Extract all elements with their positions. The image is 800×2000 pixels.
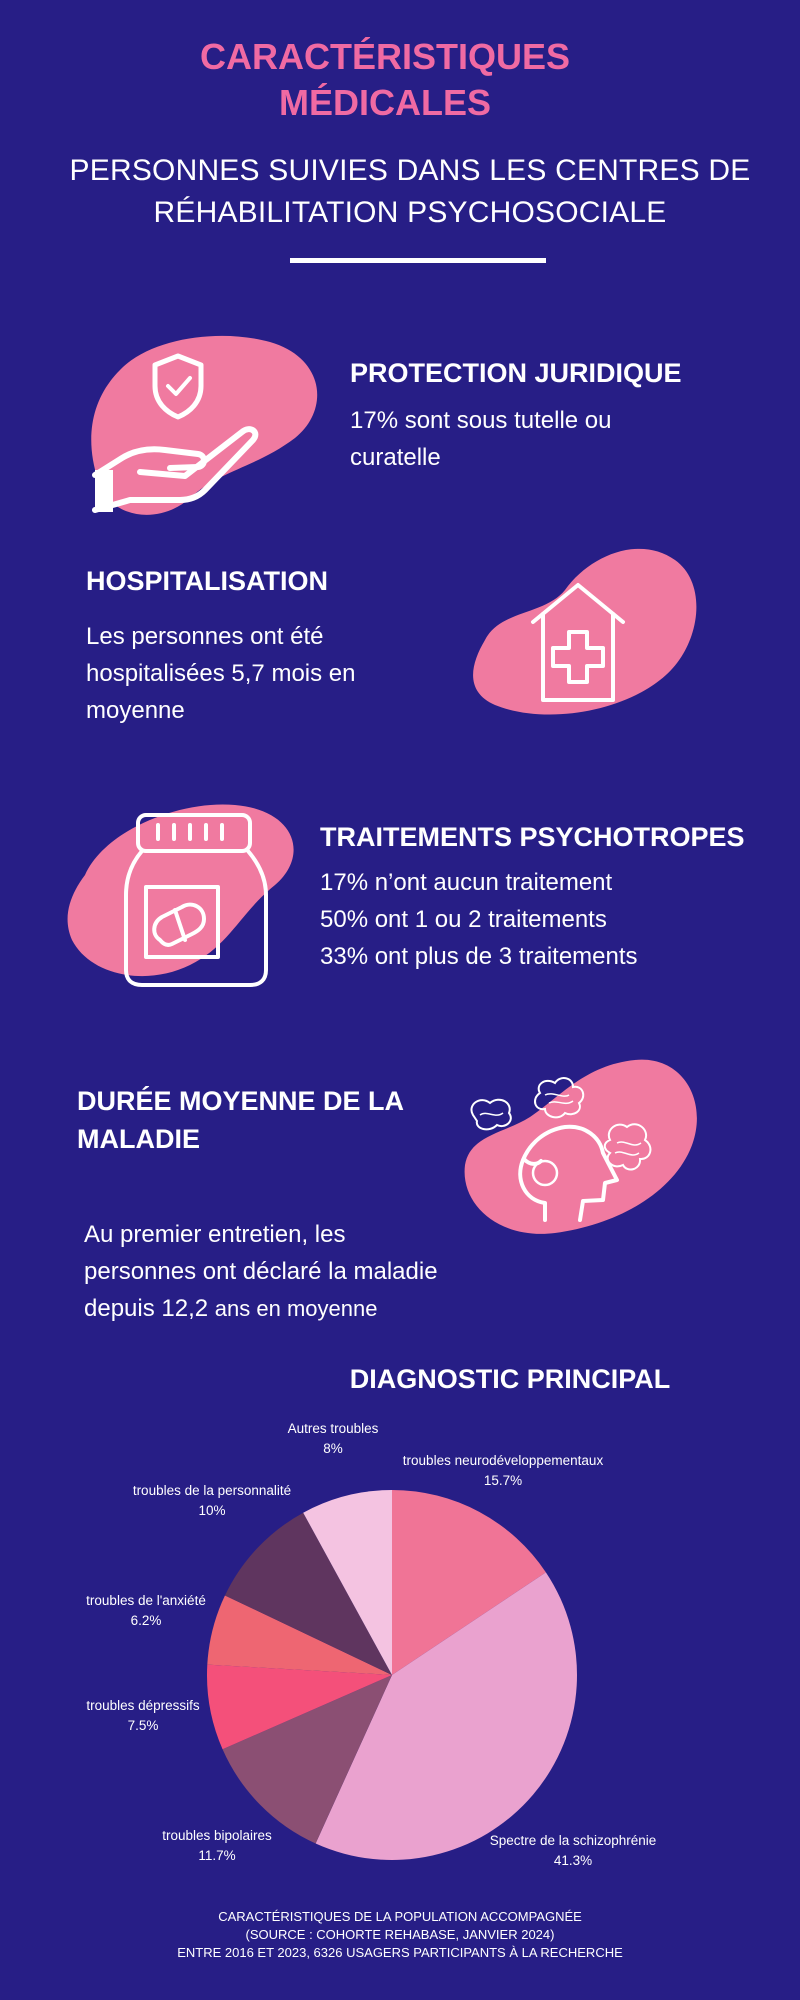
duree-text-value: depuis 12,2 [84,1295,209,1322]
hospitalisation-illustration [455,540,705,720]
page-title-line2: MÉDICALES [278,82,491,123]
duree-text [84,1216,438,1327]
pie-value-label-3: 7.5% [127,1718,159,1733]
traitements-text-line1: 17% n’ont aucun traitement [320,869,613,896]
hospitalisation-text-line2: hospitalisées 5,7 mois en [86,660,356,687]
pie-label-5: troubles de la personnalité [132,1483,292,1498]
diagnostic-pie-chart [0,1400,800,1880]
pie-value-label-4: 6.2% [130,1613,162,1628]
protection-text-line1: 17% sont sous tutelle ou [350,407,612,434]
page-title [0,34,770,126]
pie-value-label-6: 8% [323,1441,343,1456]
traitements-text [320,864,638,975]
page-title-line1: CARACTÉRISTIQUES [199,36,571,77]
duree-title-line2: MALADIE [77,1124,200,1154]
pie-label-2: troubles bipolaires [162,1828,272,1843]
pie-label-6: Autres troubles [287,1421,379,1436]
hospitalisation-text-line1: Les personnes ont été [86,623,324,650]
duree-text-suffix: ans en moyenne [214,1296,378,1321]
footer-source [0,1908,800,1962]
hospitalisation-text [86,618,355,729]
footer-line3: ENTRE 2016 ET 2023, 6326 USAGERS PARTICIPANTS À LA RECHERCHE [177,1945,623,1960]
traitements-illustration [60,795,320,995]
page-subtitle-line2: RÉHABILITATION PSYCHOSOCIALE [153,196,667,229]
protection-title: PROTECTION JURIDIQUE [350,358,682,388]
hospitalisation-text-line3: moyenne [86,697,185,724]
pie-label-0: troubles neurodéveloppementaux [402,1453,604,1468]
hospitalisation-title: HOSPITALISATION [86,566,328,596]
protection-illustration [80,320,340,530]
protection-text-line2: curatelle [350,444,441,471]
pie-label-1: Spectre de la schizophrénie [489,1833,657,1848]
traitements-text-line3: 33% ont plus de 3 traitements [320,943,638,970]
pie-value-label-0: 15.7% [483,1473,523,1488]
duree-text-line2: personnes ont déclaré la maladie [84,1258,438,1285]
page-subtitle [40,150,780,234]
chart-title: DIAGNOSTIC PRINCIPAL [349,1364,671,1394]
pie-value-label-2: 11.7% [198,1848,236,1863]
footer-line2: (SOURCE : COHORTE REHABASE, JANVIER 2024) [245,1927,555,1942]
duree-illustration [445,1055,705,1235]
traitements-text-line2: 50% ont 1 ou 2 traitements [320,906,607,933]
pie-value-label-1: 41.3% [553,1853,593,1868]
duree-title-line1: DURÉE MOYENNE DE LA [77,1086,405,1116]
pie-label-4: troubles de l'anxiété [86,1593,206,1608]
pie-label-3: troubles dépressifs [86,1698,200,1713]
duree-text-line3 [84,1290,438,1327]
page-subtitle-line1: PERSONNES SUIVIES DANS LES CENTRES DE [69,154,751,187]
duree-text-line1: Au premier entretien, les [84,1221,346,1248]
traitements-title: TRAITEMENTS PSYCHOTROPES [320,822,745,852]
pie-value-label-5: 10% [198,1503,226,1518]
title-divider [290,258,546,263]
footer-line1: CARACTÉRISTIQUES DE LA POPULATION ACCOMPAGNÉE [218,1909,582,1924]
duree-title [77,1082,404,1158]
protection-text [350,402,612,476]
